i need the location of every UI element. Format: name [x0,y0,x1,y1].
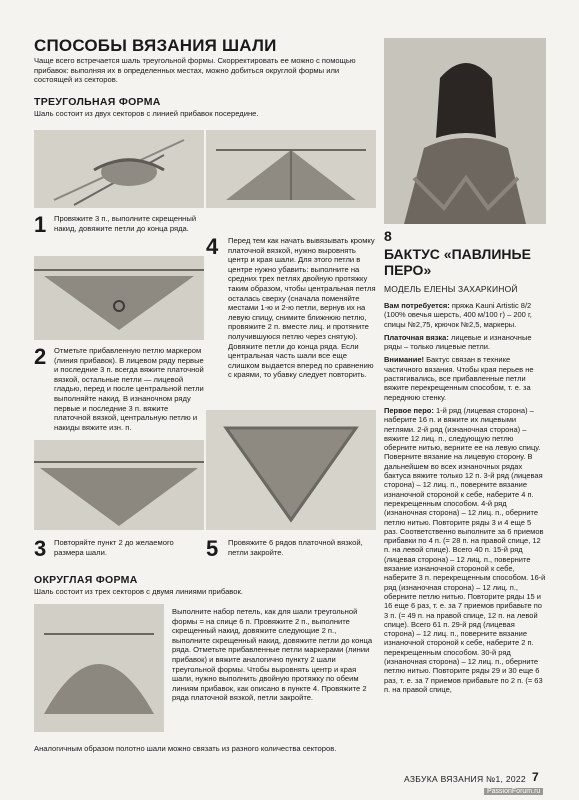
round-instructions: Выполните набор петель, как для шали треугольной формы = на спице 6 п. Провяжите 2 п., выполните скрещенный накид, довяжите следующие 2 п., выполните скрещенный накид, довяжите петли до конца ряда. Отметьте прибавленные петли маркерами (линии прибавок) и вяжите аналогично пункту 2 шали треугольной формы. Чтобы выровнять центр и края шали, нужно выполнить двойную протяжку по обеим линиям прибавок, как описано в пункте 4. Провяжите 2 ряда платочной вязкой, петли закройте. [172,607,373,703]
first-feather-instructions: Первое перо: 1-й ряд (лицевая сторона) – наберите 16 п. и вяжите их лицевыми петлями. 2-й ряд (изнаночная сторона) – вяжите 12 лиц. п., следующую петлю оберните нитью, верните ее на левую спицу. Поверните вязание на лицевую сторону. В дальнейшем во всех изнаночных рядах бактуса вяжите только 12 п. 3-й ряд (лицевая сторона) – 12 лиц. п., поверните вязание изнаночной стороной к себе, наберите 4 п. перекрещенным способом. 4-й ряд (изнаночная сторона) – 12 лиц. п., оберните петлю нитью. Повторите ряды 3 и 4 еще 5 раз. Соответственно выполните за 6 приемов прибавки по 4 п. (= 28 п. на правой спице, 12 п. на левой спице). Всего 40 п. 15-й ряд (лицевая сторона) – 12 лиц. п., поверните вязание изнаночной стороной к себе, наберите 3 п. перекрещенным способом. 16-й ряд (изнаночная сторона) – 12 лиц. п., оберните петлю нитью. Повторите ряды 15 и 16 еще 6 раз, т. е. за 7 приемов прибавьте по 3 п. (= 49 п. на правой спице, 12 п. на левой спице). Всего 61 п. 29-й ряд (лицевая сторона) – 12 лиц. п., поверните вязание изнаночной стороной к себе, наберите 2 п. перекрещенным способом. 30-й ряд (изнаночная сторона) – 12 лиц. п., оберните петлю нитью. Повторите ряды 29 и 30 еще 6 раз, т. е. за 7 приемов прибавьте по 2 п. (= 63 п. на правой спице, [384,405,546,694]
knit-photo-step4 [206,130,376,208]
round-section-title: ОКРУГЛАЯ ФОРМА [34,574,138,586]
step-5-text: Провяжите 6 рядов платочной вязкой, петли закройте. [228,538,363,557]
knit-photo-step5 [206,410,376,530]
knit-photo-step3 [34,440,204,530]
bottom-note: Аналогичным образом полотно шали можно связать из разного количества секторов. [34,744,337,753]
step-4-number: 4 [206,234,219,259]
knit-photo-step1 [34,130,204,208]
step-4-text: Перед тем как начать вывязывать кромку платочной вязкой, нужно выровнять центр и края шали. Для этого петли в центре нужно убавить: выполните на средних трех петлях двойную протяжку таким образом, чтобы центральная петля осталась сверху (сначала поменяйте местами 1-ю и 2-ю петли, вернув их на левую спицу, снимите ближнюю петлю, провяжите 2 п. вместе лиц. и протяните получившуюся петлю через снятую). Довяжите петли до конца ряда. Если центральная часть шали все еще слишком выдается вперед по сравнению с краями, то убавку следует повторить. [228,236,376,380]
pattern-title: БАКТУС «ПАВЛИНЬЕ ПЕРО» [384,246,531,278]
knit-photo-round [34,604,164,732]
watermark: PassionForum.ru [484,788,543,795]
knit-photo-step2 [34,256,204,340]
magazine-name: АЗБУКА ВЯЗАНИЯ №1, 2022 [404,774,526,784]
attention-note: Внимание! Бактус связан в технике частичного вязания. Чтобы края перьев не растягивались, все прибавленные петли вяжите перекрещенным способом, т. е. за переднюю стенку. [384,355,534,402]
page-title: СПОСОБЫ ВЯЗАНИЯ ШАЛИ [34,36,277,55]
page-number: 7 [532,770,539,784]
stitch-info: Платочная вязка: лицевые и изнаночные ряды – только лицевые петли. [384,332,532,352]
step-1-number: 1 [34,212,47,237]
model-photo [384,38,546,224]
step-2-text: Отметьте прибавленную петлю маркером (линия прибавок). В лицевом ряду первые и последние 3 п. всегда вяжите платочной вязкой, остальные петли — лицевой гладью, перед и после центральной петли выполняйте накид. В изнаночном ряду первые и последние 3 п. вяжите платочной вязкой, центральную петлю и накиды вяжите изн. п. [54,346,204,432]
pattern-author: МОДЕЛЬ ЕЛЕНЫ ЗАХАРКИНОЙ [384,284,518,294]
step-2-number: 2 [34,344,47,369]
step-3-text: Повторяйте пункт 2 до желаемого размера шали. [54,538,174,557]
materials: Вам потребуется: пряжа Kauni Artistic 8/2 (100% овечья шерсть, 400 м/100 г) – 200 г, спицы №2,75, крючок №2,5, маркеры. [384,301,532,329]
round-section-desc: Шаль состоит из трех секторов с двумя линиями прибавок. [34,587,243,596]
triangle-section-desc: Шаль состоит из двух секторов с линией прибавок посередине. [34,109,259,118]
pattern-number: 8 [384,228,392,244]
step-1-text: Провяжите 3 п., выполните скрещенный накид, довяжите петли до конца ряда. [54,214,197,233]
intro-text: Чаще всего встречается шаль треугольной формы. Скорректировать ее можно с помощью прибавок: выполняя их в определенных местах, можно добиться округлой формы или состоящей из секторов. [34,56,356,85]
triangle-section-title: ТРЕУГОЛЬНАЯ ФОРМА [34,96,161,108]
step-3-number: 3 [34,536,47,561]
step-5-number: 5 [206,536,219,561]
